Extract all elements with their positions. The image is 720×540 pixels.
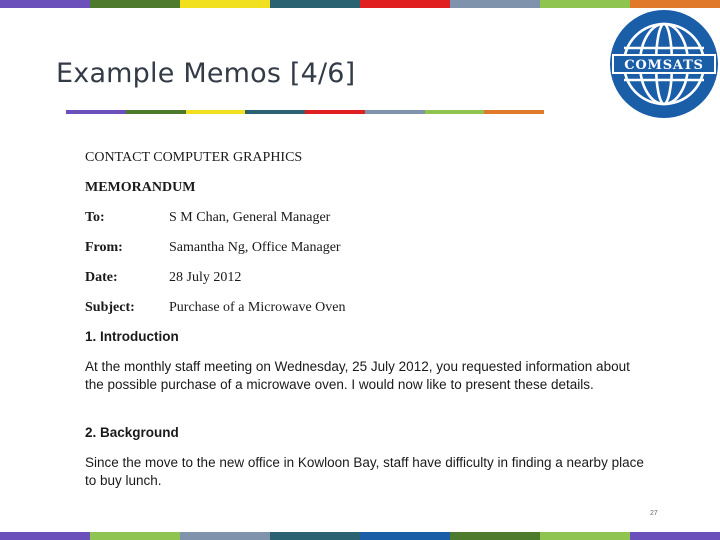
accent-segment: [305, 110, 365, 114]
field-label: To:: [85, 210, 105, 225]
field-label: Subject:: [85, 300, 135, 315]
memo-type: MEMORANDUM: [85, 180, 196, 195]
accent-segment: [484, 110, 544, 114]
field-value: 28 July 2012: [169, 270, 242, 285]
field-value: S M Chan, General Manager: [169, 210, 331, 225]
accent-segment: [365, 110, 425, 114]
slide-title: Example Memos [4/6]: [56, 58, 356, 89]
field-label: From:: [85, 240, 123, 255]
logo-text: COMSATS: [624, 58, 704, 73]
accent-segment: [540, 532, 630, 540]
accent-segment: [180, 0, 270, 8]
accent-segment: [630, 532, 720, 540]
accent-segment: [90, 532, 180, 540]
accent-segment: [126, 110, 186, 114]
memo-company: CONTACT COMPUTER GRAPHICS: [85, 150, 303, 165]
accent-segment: [425, 110, 485, 114]
field-label: Date:: [85, 270, 118, 285]
field-value: Samantha Ng, Office Manager: [169, 240, 341, 255]
accent-segment: [270, 532, 360, 540]
accent-segment: [0, 0, 90, 8]
section-heading-introduction: 1. Introduction: [85, 329, 179, 344]
accent-segment: [270, 0, 360, 8]
accent-segment: [186, 110, 246, 114]
section-heading-background: 2. Background: [85, 425, 179, 440]
accent-segment: [630, 0, 720, 8]
accent-segment: [180, 532, 270, 540]
accent-segment: [245, 110, 305, 114]
section-body-background: Since the move to the new office in Kowloon Bay, staff have difficulty in finding a nearby place to buy lunch.: [85, 455, 644, 488]
accent-segment: [540, 0, 630, 8]
comsats-logo: [608, 8, 720, 120]
accent-segment: [0, 532, 90, 540]
accent-segment: [450, 532, 540, 540]
accent-segment: [90, 0, 180, 8]
accent-segment: [450, 0, 540, 8]
title-underline: [66, 110, 544, 114]
page-number: 27: [650, 510, 658, 517]
field-value: Purchase of a Microwave Oven: [169, 300, 346, 315]
section-body-introduction: At the monthly staff meeting on Wednesday, 25 July 2012, you requested information about the possible purchase of a microwave oven. I would now like to present these details.: [85, 359, 630, 392]
top-accent-bar: [0, 0, 720, 8]
bottom-accent-bar: [0, 532, 720, 540]
accent-segment: [360, 532, 450, 540]
accent-segment: [66, 110, 126, 114]
accent-segment: [360, 0, 450, 8]
